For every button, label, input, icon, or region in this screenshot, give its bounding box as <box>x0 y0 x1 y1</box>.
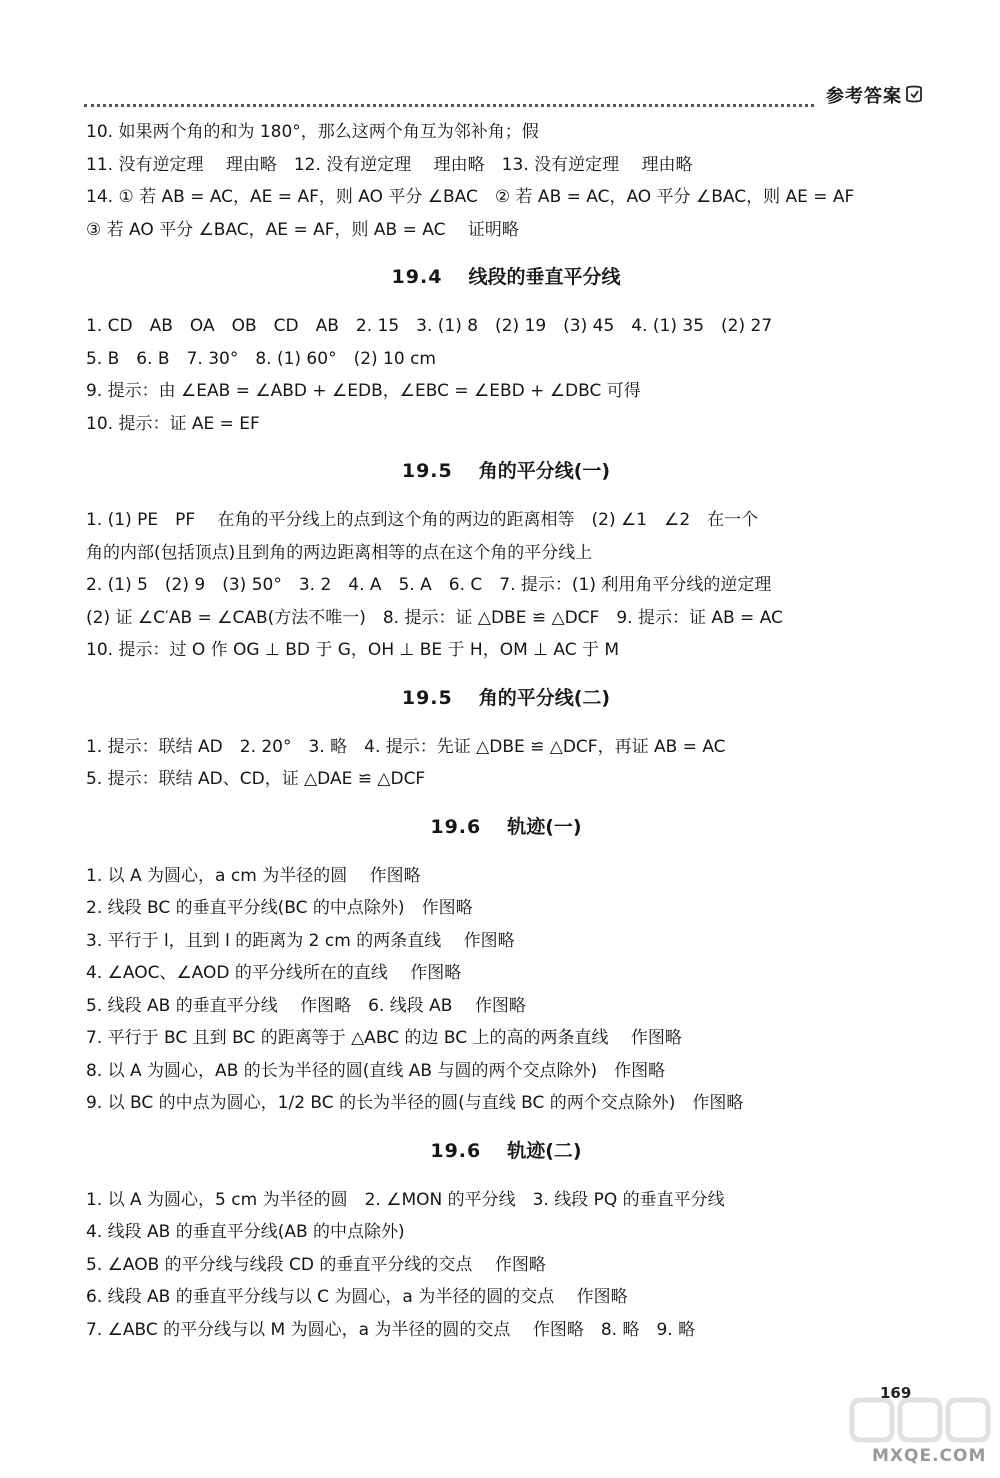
answer-line: 1. 以 A 为圆心，5 cm 为半径的圆 2. ∠MON 的平分线 3. 线段 PQ 的垂直平分线 <box>86 1189 725 1210</box>
section-number: 19.6 <box>430 815 482 838</box>
section-title: 轨迹(一) <box>507 815 582 838</box>
answer-line: 10. 如果两个角的和为 180°，那么这两个角互为邻补角；假 <box>86 122 539 142</box>
answer-line: 10. 提示：证 AE = EF <box>86 413 260 434</box>
section-number: 19.4 <box>391 266 443 288</box>
dotted-divider <box>84 104 814 107</box>
answer-line: 9. 以 BC 的中点为圆心，1/2 BC 的长为半径的圆(与直线 BC 的两个交点除外) 作图略 <box>86 1093 744 1113</box>
section-heading <box>86 673 926 731</box>
answer-line: 5. 提示：联结 AD、CD，证 △DAE ≌ △DCF <box>86 769 426 789</box>
answer-content <box>86 116 926 1346</box>
header-title: 参考答案 <box>826 86 902 107</box>
section-heading <box>86 802 926 860</box>
page-header <box>84 78 924 112</box>
section-heading <box>86 1126 926 1184</box>
answer-line: 3. 平行于 l，且到 l 的距离为 2 cm 的两条直线 作图略 <box>86 930 515 951</box>
answer-line: (2) 证 ∠C′AB = ∠CAB(方法不唯一) 8. 提示：证 △DBE ≌ △DCF 9. 提示：证 AB = AC <box>86 607 783 628</box>
answer-line: 1. CD AB OA OB CD AB 2. 15 3. (1) 8 (2) 19 (3) 45 4. (1) 35 (2) 27 <box>86 316 773 336</box>
answer-line: ③ 若 AO 平分 ∠BAC，AE = AF，则 AB = AC 证明略 <box>86 219 519 240</box>
answer-line: 7. 平行于 BC 且到 BC 的距离等于 △ABC 的边 BC 上的高的两条直线 作图略 <box>86 1028 682 1048</box>
answer-line: 4. ∠AOC、∠AOD 的平分线所在的直线 作图略 <box>86 963 462 983</box>
answer-line: 10. 提示：过 O 作 OG ⊥ BD 于 G，OH ⊥ BE 于 H，OM ⊥ AC 于 M <box>86 640 620 660</box>
section-number: 19.6 <box>430 1139 482 1162</box>
answer-line: 6. 线段 AB 的垂直平分线与以 C 为圆心，a 为半径的圆的交点 作图略 <box>86 1287 628 1307</box>
answer-line: 11. 没有逆定理 理由略 12. 没有逆定理 理由略 13. 没有逆定理 理由略 <box>86 154 693 175</box>
answer-line: 5. B 6. B 7. 30° 8. (1) 60° (2) 10 cm <box>86 348 436 369</box>
section-heading <box>86 252 926 310</box>
section-title: 角的平分线(二) <box>478 686 611 709</box>
answer-line: 9. 提示：由 ∠EAB = ∠ABD + ∠EDB，∠EBC = ∠EBD + ∠DBC 可得 <box>86 381 641 401</box>
answer-mark-icon <box>904 84 924 104</box>
page-number: 169 <box>880 1384 912 1402</box>
answer-line: 1. 以 A 为圆心，a cm 为半径的圆 作图略 <box>86 865 421 886</box>
answer-line: 角的内部(包括顶点)且到角的两边距离相等的点在这个角的平分线上 <box>86 542 593 563</box>
answer-line: 7. ∠ABC 的平分线与以 M 为圆心，a 为半径的圆的交点 作图略 8. 略 9. 略 <box>86 1319 696 1340</box>
answer-line: 2. 线段 BC 的垂直平分线(BC 的中点除外) 作图略 <box>86 898 473 918</box>
section-number: 19.5 <box>401 460 453 482</box>
answer-line: 1. 提示：联结 AD 2. 20° 3. 略 4. 提示：先证 △DBE ≌ △DCF，再证 AB = AC <box>86 736 726 757</box>
watermark-text: MXQE.COM <box>872 1446 987 1466</box>
answer-line: 14. ① 若 AB = AC，AE = AF，则 AO 平分 ∠BAC ② 若 AB = AC，AO 平分 ∠BAC，则 AE = AF <box>86 187 855 207</box>
answer-line: 4. 线段 AB 的垂直平分线(AB 的中点除外) <box>86 1222 405 1242</box>
section-title: 轨迹(二) <box>507 1139 582 1162</box>
section-heading <box>86 446 926 504</box>
answer-line: 2. (1) 5 (2) 9 (3) 50° 3. 2 4. A 5. A 6. C 7. 提示：(1) 利用角平分线的逆定理 <box>86 575 772 595</box>
section-title: 角的平分线(一) <box>478 460 611 482</box>
answer-line: 1. (1) PE PF 在角的平分线上的点到这个角的两边的距离相等 (2) ∠1 ∠2 在一个 <box>86 510 759 530</box>
section-title: 线段的垂直平分线 <box>468 266 621 288</box>
answer-line: 5. ∠AOB 的平分线与线段 CD 的垂直平分线的交点 作图略 <box>86 1254 546 1275</box>
answer-line: 8. 以 A 为圆心，AB 的长为半径的圆(直线 AB 与圆的两个交点除外) 作图略 <box>86 1060 666 1081</box>
answer-line: 5. 线段 AB 的垂直平分线 作图略 6. 线段 AB 作图略 <box>86 995 526 1016</box>
section-number: 19.5 <box>401 686 453 709</box>
